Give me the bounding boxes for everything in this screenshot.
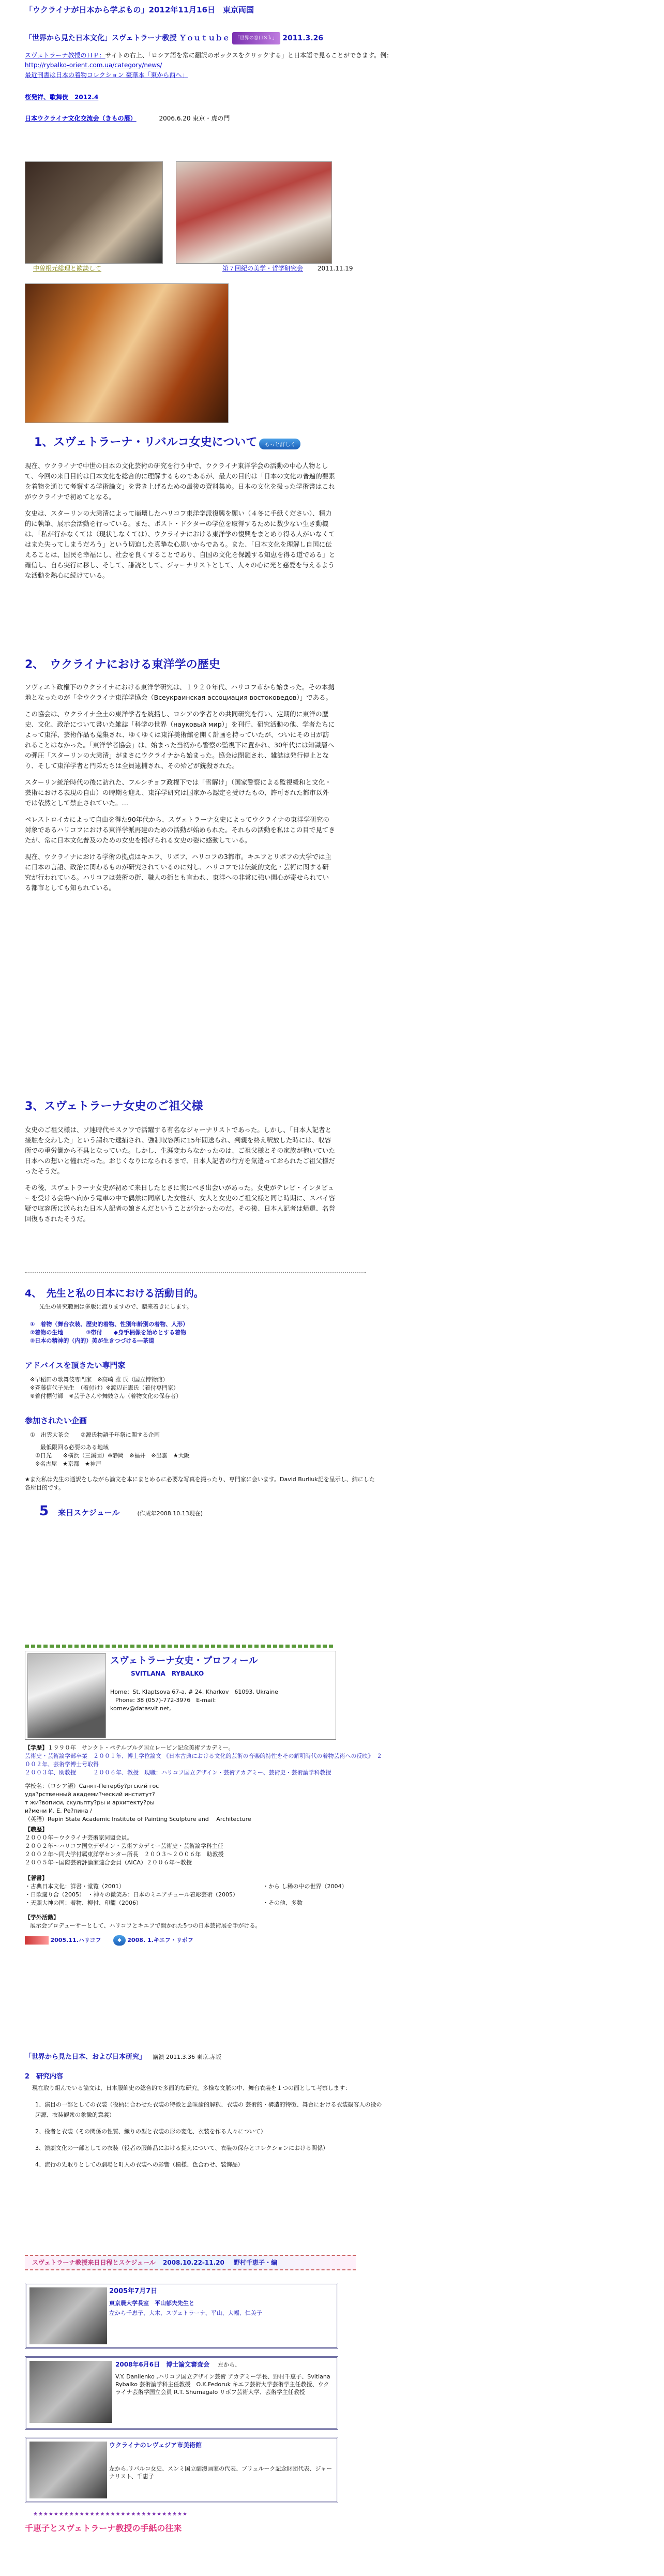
- works-line: ・古典日本文化：詳書・堂覧（2001）: [25, 1883, 125, 1890]
- research-item: 1、演目の一部としての衣装（役柄に合わせた衣装の特徴と意味論的解釈、衣装の 芸術的・構造的特徴、舞台における衣装観客人の役の起源、衣装観衆の象徴的意義）: [35, 2101, 382, 2118]
- caption-left-text[interactable]: 中曽根元総理と歓談して: [33, 265, 102, 272]
- section-2-para-2: この協会は、ウクライナ全土の東洋学者を統括し、ロシアの学者との共同研究を行い、定期的に東洋の歴史、文化、政治について書いた雑誌「科学の世界（науковый мир）」を刊行、研究活動の他、学者たちによって東洋、芸術作品も蒐集され、ゆくゆくは東洋美術館を開く計画を持っていたが、ついにその日が訪れることはなかった。「東洋学者協会」は、始まった当初から警察の監視下に置かれ、30年代には知識層への弾圧「スターリンの大粛清」がまさにウクライナから始まった。協会は閉鎖され、雑誌は発行停止となり、そして東洋学者と門弟たちは全員逮捕され、その殆どが銃殺された。: [25, 710, 335, 770]
- plan-item: 最低限回る必要のある地域: [40, 1444, 109, 1451]
- schedule-banner: [25, 2255, 356, 2270]
- section-2-para-3: スターリン統治時代の後に訪れた、フルシチョフ政権下では「雪解け」（国家警察による監視緩和と文化・芸術における表現の自由）の時期を迎え、東洋学研究は国家から認定を受けたもの、許可された都市以外では依然として禁止されていた。…: [25, 778, 331, 807]
- school-line: уда?рственный академи?ческий институт?: [25, 1791, 155, 1798]
- research-list: [35, 2100, 387, 2170]
- research-item: 3、演劇文化の一部としての衣装（役者の服飾品における捉えについて、衣装の保存とコレクションにおける関係）: [35, 2145, 329, 2151]
- divider: [25, 1272, 366, 1273]
- section-4-item: ②着物の生地 ③帯付 ◆身手柄像を始めとする着物: [30, 1329, 187, 1336]
- card-photo: [29, 2287, 107, 2344]
- ship-link[interactable]: [25, 93, 335, 101]
- career-heading: 【職歴】: [25, 1826, 48, 1833]
- degree-line: 芸術史・芸術論学部卒業 ２００１年、博士学位論文 《日本古典における文化的芸術の音楽的特性をその解明時代の着物芸術への反映》 ２００２年、芸術学博士号取得: [25, 1753, 382, 1768]
- section-1-para-2: 女史は、スターリンの大粛清によって崩壊したハリコフ東洋学派復興を願い（４冬に手紙ください）、精力的に執筆、展示会活動を行っている。また、ポスト・ドクターの学位を取得するために数少ない生き動機は、「私が行かなくては（現状しなくては）、ウクライナにおける東洋学の復興をまとめり得る人がいなくてはまた失ってしまうだろう」という切迫した真摯な心思いからである。また、「日本文化を理解し自国に伝えることは、国民を幸福にし、社会を良くすることであり、自国の文化を保護する知恵を得る道である」と確信し、自ら実行に移し、そして、謙読として、ジャーナリストとして、人々の心に光と慈愛を与えるような活動を熱心に続けている。: [25, 509, 336, 579]
- schedule-banner-text: [32, 2258, 277, 2267]
- profile-box: [25, 1651, 336, 1740]
- association-line: [25, 114, 335, 123]
- intro-body: サイトの右上、「ロシア語を常に翻訳のボックスをクリックする」と日本語で見ることができます。例：: [105, 52, 393, 59]
- section-4-title: 4、 先生と私の日本における活動目的。: [25, 1288, 204, 1299]
- card-line: 東京農大学長室 平山郁夫先生と: [109, 2300, 194, 2307]
- section-5-label[interactable]: 来日スケジュール: [58, 1508, 120, 1517]
- card-line: V.Y. Danilenko ,ハリコフ国立デザイン芸術 アカデミー学長、野村千恵子、Svitlana Rybalko 芸術論学科主任教授 O.K.Fedoruk キエフ芸術大学芸術学主任教授、ウクライナ芸術学国立会員 R.T. Shumagalo リボフ芸術大学、芸術学主任教授: [115, 2373, 330, 2396]
- more-details-button[interactable]: もっと詳しく: [259, 439, 300, 449]
- career-line: ２００２年〜ハリコフ国立デザイン・芸術アカデミー芸術史・芸術論学科主任: [25, 1843, 223, 1849]
- profile-address: Home：St. Klaptsova 67-a, # 24, Kharkov 61093, Ukraine: [110, 1689, 278, 1695]
- section-3-title: 3、スヴェトラーナ女史のご祖父様: [25, 1100, 203, 1113]
- card-body: [109, 2442, 333, 2480]
- collection-link-text[interactable]: 最近刊書は日本の着物コレクション 豪華本「東から西へ」: [25, 71, 188, 79]
- section-5-date: (作成年2008.10.13現在): [137, 1510, 203, 1517]
- schedule-card: [25, 2283, 338, 2349]
- research-item: 4、流行の先取りとしての劇場と町人の衣装への影響（模様、色合わせ、装飾品）: [35, 2161, 244, 2168]
- school-block: [25, 1782, 387, 1824]
- caption-right: [222, 264, 353, 273]
- section-4-subtitle: 先生の研究範囲は多版に渡りますので、贈来着きにします。: [39, 1303, 192, 1310]
- ship-link-text[interactable]: 桜発祥、歌舞伎 2012.4: [25, 94, 99, 101]
- card-title: 2008年6月6日 博士論文審査会: [115, 2361, 210, 2368]
- profile-title: スヴェトラーナ女史・プロフィール: [110, 1655, 258, 1666]
- section-4: [25, 1286, 376, 1519]
- event-2-pill: ◆: [113, 1935, 126, 1946]
- activity-heading: 【学外活動】: [25, 1914, 59, 1921]
- section-2-para-5: 現在、ウクライナにおける学術の拠点はキエフ、リボフ、ハリコフの3都市。キエフとリボフの大学では主に日本の言語、政治に関わるものが研究されているのに対し、ハリコフでは伝統的文化・芸術に関する研究が行われている。ハリコフは芸術の街、職人の街とも言われ、東洋への非常に強い関心が寄せられている都市としても知られている。: [25, 853, 331, 892]
- association-date: 2006.6.20 東京・虎の門: [159, 115, 230, 122]
- section-4-item: ⑤日本の精神的（内的）美が生きつづける―茶道: [30, 1337, 155, 1344]
- event-1-image: [25, 1936, 49, 1945]
- rybalko-url-link[interactable]: http://rybalko-orient.com.ua/category/news/: [25, 62, 162, 69]
- intro-text: [25, 51, 418, 70]
- caption-right-date: 2011.11.19: [317, 265, 353, 272]
- collection-link[interactable]: [25, 70, 335, 80]
- career-block: [25, 1826, 387, 1867]
- degree-block: [25, 1744, 387, 1777]
- card-title-suffix: 左から、: [218, 2361, 241, 2368]
- plan-item: ※名古屋 ★京都 ★神戸: [35, 1460, 101, 1467]
- school-line: т жи?вописи, скульпту?ры и архитекту?ры: [25, 1799, 155, 1806]
- schedule-banner-title: スヴェトラーナ教授来日日程とスケジュール: [32, 2259, 156, 2266]
- card-line: 左から,リバルコ女史、スンミ国立劇漫画家の代表、ブリュルーク記念財団代表、ジャーナリスト、千恵子: [109, 2465, 333, 2480]
- research-heading: 2 研究内容: [25, 2073, 64, 2081]
- works-line: ・日欧適り合（2005） ・神々の微笑み：日本のミニアチュール着彫芸術（2005）: [25, 1891, 238, 1898]
- card-photo: [29, 2361, 112, 2423]
- card-body: [109, 2287, 333, 2317]
- event-1-date: 2005.11.ハリコフ: [50, 1937, 101, 1944]
- caption-left[interactable]: [33, 264, 101, 273]
- plan-list: [30, 1431, 376, 1468]
- profile-phone: Phone: 38 (057)-772-3976 E-mail:: [115, 1697, 216, 1704]
- section-3-para-1: 女史のご祖父様は、ソ連時代モスクワで活躍する有名なジャーナリストであった。しかし、「日本人記者と接触を交わした」という謂れで逮捕され、強制収容所に15年間送られ、判親を終え釈放した時には、収容所での重労働から不具となっていた。しかし、生涯変わらなかったのは、ご祖父様とその家族が抱いていた日本への想いと憧れだった。おじくなりになられるまで、日本人記者の行方を気遣っておられたご祖父様だったそうだ。: [25, 1126, 336, 1175]
- schedule-card: [25, 2437, 338, 2503]
- lecture-block: [25, 2053, 387, 2170]
- works-block: [25, 1874, 387, 1907]
- footer-stars: ★★★★★★★★★★★★★★★★★★★★★★★★★★★★★★: [33, 2511, 188, 2517]
- plan-item: ①日光 ※横浜（三溪園）※静岡 ※福井 ※出雲 ★大阪: [35, 1452, 190, 1459]
- profile-email: kornev@datasvit.net,: [110, 1705, 171, 1712]
- photo-nakasone: [25, 161, 163, 264]
- profile-photo: [27, 1653, 106, 1738]
- plan-item: ① 出雲大茶会 ②源氏物語千年祭に関する企画: [30, 1432, 160, 1438]
- footer-title-text[interactable]: 千恵子とスヴェトラーナ教授の手紙の往来: [25, 2523, 182, 2533]
- career-line: ２００５年〜国際芸術評論家連合会員（AICA）２００６年〜教授: [25, 1859, 192, 1866]
- card-body: [115, 2361, 333, 2396]
- youtube-line: [25, 32, 335, 44]
- card-title: 2005年7月7日: [109, 2287, 158, 2295]
- association-link[interactable]: 日本ウクライナ文化交流会（きもの展）: [25, 115, 137, 122]
- section-2: [25, 656, 335, 899]
- plan-note: ★また私は先生の通訳をしながら論文を本にまとめるに必要な写真を撮ったり、専門家に会います。David Burliuk記を呈示し、結にした各所目的です。: [25, 1476, 375, 1491]
- section-2-title: 2、 ウクライナにおける東洋学の歴史: [25, 658, 220, 671]
- school-line-english: （英語）Repin State Academic Institute of Painting Sculpture and Architecture: [25, 1816, 251, 1822]
- career-line: ２０００年〜ウクライナ芸術家同盟会員。: [25, 1834, 133, 1841]
- advisor-item: ※早稲田の歌舞伎専門家 ※高崎 雅 氏（国立博物館）: [30, 1376, 169, 1383]
- lecture-meta: 講演 2011.3.36 東京.赤坂: [153, 2054, 221, 2060]
- section-3-para-2: その後、スヴェトラーナ女史が初めて来日したときに実にべき出会いがあった。女史がテレビ・インタビューを受ける会場へ向かう電車の中で偶然に同席した女性が、女人と女史のご祖父様と同じ時期に、スパイ容疑で収容所に送られた日本人記者の娘さんだということが分かったのだ。その後、日本人記者は帰還、名誉回復もされたそうだ。: [25, 1184, 336, 1223]
- section-1-para-1: 現在、ウクライナで中世の日本の文化芸術の研究を行う中で、ウクライナ東洋学会の活動の中心人物として、今回の来日目的は日本文化を総合的に理解するものであるが、最大の目的は「日本の文化の普遍的要素を着物を通じて考察する学術論文」を書き上げるための最後の資料集め。日本の文化を扱った学術書はこれがウクライナで初めてとなる。: [25, 462, 335, 501]
- degree-line: ２００３年、助教授 ２００６年、教授 現職：ハリコフ国立デザイン・芸術アカデミー、芸術史・芸術論学科教授: [25, 1769, 331, 1776]
- research-item: 2、役者と衣装（その関係の性質、織りの型と衣装の形の変化、衣装を作る人々について）: [35, 2128, 266, 2135]
- event-row: [25, 1935, 387, 1946]
- professor-homepage-link[interactable]: スヴェトラーナ教授のＨＰ：: [25, 52, 105, 59]
- youtube-badge: 「世界の窓口Ｓｋ」: [232, 32, 280, 44]
- card-line: 左から千恵子、大木、スヴェトラーナ、平山、大幅、仁美子: [109, 2310, 262, 2316]
- header: [25, 4, 393, 123]
- advisor-item: ※着付標付師 ※芸子さんや舞妓さん（着物文化の保存者）: [30, 1393, 182, 1399]
- works-line: ・天照大神の国：着物、柳付、印籠（2006）: [25, 1900, 142, 1906]
- lecture-line: [25, 2053, 387, 2061]
- schedule-banner-author: 野村千恵子・編: [234, 2259, 278, 2266]
- photo-research-meeting: [176, 161, 332, 264]
- youtube-link[interactable]: 「世界から見た日本文化」スヴェトラーナ教授 Ｙｏｕｔｕｂｅ: [25, 34, 230, 42]
- section-4-items: [30, 1320, 376, 1345]
- card-title: ウクライナのレヴェジア市美術館: [109, 2442, 202, 2449]
- section-2-para-1: ソヴィエト政権下のウクライナにおける東洋学研究は、１９２０年代、ハリコフ市から始まった。その本拠地となったのが「全ウクライナ東洋学協会（Всеукраинская ассоциация востоковедов）」である。: [25, 683, 335, 701]
- works-line-right: ・から し稀の中の世界（2004）: [263, 1883, 348, 1890]
- school-line: 学校名：（ロシア語）Санкт-Петербу?ргский гос: [25, 1783, 159, 1789]
- advisor-list: [30, 1376, 376, 1400]
- caption-right-link[interactable]: 第７回紀の美学・哲学研究会: [222, 265, 304, 272]
- activity-line: 展示会プロデューサーとして、ハリコフとキエフで開かれた5つの日本芸術展を手がける。: [30, 1922, 261, 1929]
- lecture-title: 「世界から見た日本、および日本研究」: [25, 2053, 146, 2061]
- activity-block: [25, 1914, 387, 1930]
- page-title: 「ウクライナが日本から学ぶもの」2012年11月16日 東京両国: [25, 5, 254, 14]
- profile-details: [25, 1744, 387, 1946]
- section-1: [25, 433, 335, 587]
- section-1-title: 1、スヴェトラーナ・リバルコ女史について: [34, 436, 258, 449]
- footer-title[interactable]: [25, 2522, 182, 2534]
- research-intro: 現在取り組んでいる論文は、日本服飾史の総合的で多面的な研究。多様な文脈の中、舞台衣装を１つの面として考察します：: [32, 2085, 351, 2091]
- section-3: [25, 1097, 335, 1230]
- school-line: и?мени И. Е. Ре?пина /: [25, 1807, 92, 1814]
- youtube-date: 2011.3.26: [282, 34, 324, 42]
- event-2-date: 2008. 1.キエフ・リボフ: [127, 1937, 193, 1944]
- section-5-number: 5: [39, 1503, 49, 1519]
- profile-divider: [25, 1645, 335, 1648]
- card-photo: [29, 2442, 107, 2498]
- section-4-item: ① 着物（舞台衣装、歴史的着物、性別年齢別の着物、人形）: [30, 1321, 189, 1328]
- degree-heading: 【学歴】: [25, 1744, 48, 1751]
- schedule-banner-date: 2008.10.22-11.20: [163, 2259, 224, 2266]
- photo-kimono: [25, 283, 229, 423]
- plan-title: 参加されたい企画: [25, 1416, 87, 1425]
- works-line-right: ・その他、多数: [263, 1900, 303, 1906]
- profile-header: [110, 1653, 278, 1713]
- schedule-card: [25, 2356, 338, 2430]
- section-2-para-4: ペレストロイカによって自由を得た90年代から、スヴェトラーナ女史によってウクライナの東洋学研究の対象であるハリコフにおける東洋学派再建のための活動が始められた。それらの活動を私はこの目で見てきたが、常に日本文化普及のための女史を掲げられる女史の姿に感動している。: [25, 816, 335, 844]
- works-heading: 【著書】: [25, 1875, 48, 1881]
- advisor-title: アドバイスを頂きたい専門家: [25, 1361, 126, 1370]
- degree-line: １９９０年 サンクト・ペテルブルグ国立レーピン記念美術アカデミー。: [48, 1744, 234, 1751]
- advisor-item: ※斉藤信代子先生 （着付け）※渡辺正憲氏（着付専門家）: [30, 1384, 179, 1391]
- career-line: ２００２年〜同大学付属東洋学センター所長 ２００３〜２００６年 助教授: [25, 1851, 224, 1858]
- profile-name-latin: SVITLANA RYBALKO: [131, 1670, 204, 1677]
- schedule-heading: [39, 1503, 376, 1519]
